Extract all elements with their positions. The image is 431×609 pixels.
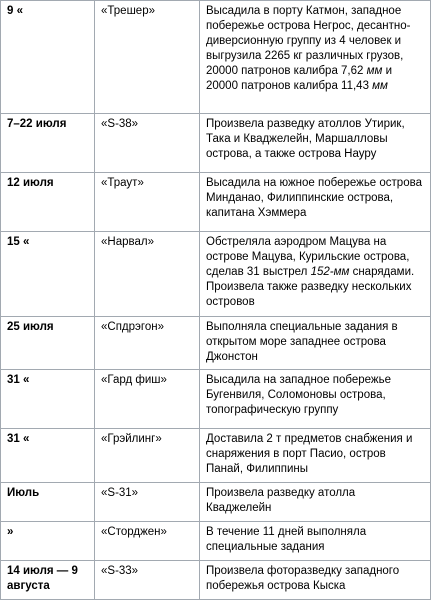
unit-text: мм xyxy=(372,80,388,92)
date-cell: » xyxy=(1,522,95,561)
description-text: снарядами. Произвела также разведку нескольких островов xyxy=(206,266,415,308)
date-cell: 12 июля xyxy=(1,173,95,232)
date-cell: 9 « xyxy=(1,1,95,114)
date-cell: Июль xyxy=(1,483,95,522)
submarine-name-cell: «Грэйлинг» xyxy=(95,429,200,483)
submarine-name-cell: «Нарвал» xyxy=(95,232,200,317)
table-row xyxy=(1,232,431,317)
date-cell: 7–22 июля xyxy=(1,114,95,173)
operation-description-cell xyxy=(200,114,431,173)
table-row xyxy=(1,429,431,483)
operation-description-cell xyxy=(200,232,431,317)
table-row xyxy=(1,114,431,173)
description-text: Доставила 2 т предметов снабжения и снаряжения в порт Пасио, остров Панай, Филиппины xyxy=(206,433,413,475)
operation-description-cell xyxy=(200,173,431,232)
description-text: Произвела разведку атоллов Утирик, Така и Кваджелейн, Маршалловы острова, а также острова Науру xyxy=(206,118,405,160)
table-row xyxy=(1,1,431,114)
description-text: Выполняла специальные задания в открытом море западнее острова Джонстон xyxy=(206,321,398,363)
submarine-name-cell: «S-38» xyxy=(95,114,200,173)
operation-description-cell xyxy=(200,317,431,370)
date-cell: 31 « xyxy=(1,370,95,429)
date-cell: 31 « xyxy=(1,429,95,483)
date-cell: 14 июля — 9 августа xyxy=(1,561,95,600)
table-row xyxy=(1,317,431,370)
operation-description-cell xyxy=(200,522,431,561)
submarine-name-cell: «S-31» xyxy=(95,483,200,522)
unit-text: 152-мм xyxy=(310,266,350,278)
submarine-name-cell: «Гард фиш» xyxy=(95,370,200,429)
table-row xyxy=(1,370,431,429)
description-text: Высадила на западное побережье Бугенвиля, Соломоновы острова, топографическую группу xyxy=(206,374,392,416)
submarine-name-cell: «Сторджен» xyxy=(95,522,200,561)
table-row xyxy=(1,483,431,522)
description-text: В течение 11 дней выполняла специальные задания xyxy=(206,526,367,553)
operation-description-cell xyxy=(200,483,431,522)
operation-description-cell xyxy=(200,370,431,429)
description-text: Произвела разведку атолла Кваджелейн xyxy=(206,487,356,514)
date-cell: 15 « xyxy=(1,232,95,317)
description-text: Произвела фоторазведку западного побережья острова Кыска xyxy=(206,565,400,592)
operation-description-cell xyxy=(200,1,431,114)
table-row xyxy=(1,522,431,561)
submarine-name-cell: «Спдрэгон» xyxy=(95,317,200,370)
operation-description-cell xyxy=(200,429,431,483)
date-cell: 25 июля xyxy=(1,317,95,370)
description-text: и 20000 патронов калибра 11,43 xyxy=(206,65,393,92)
operation-description-cell xyxy=(200,561,431,600)
table-row xyxy=(1,173,431,232)
submarine-name-cell: «Трешер» xyxy=(95,1,200,114)
description-text: Высадила на южное побережье острова Минданао, Филиппинские острова, капитана Хэммера xyxy=(206,177,422,219)
submarine-name-cell: «S-33» xyxy=(95,561,200,600)
unit-text: мм xyxy=(366,65,383,77)
submarine-name-cell: «Траут» xyxy=(95,173,200,232)
description-text: Обстреляла аэродром Мацува на острове Мацува, Курильские острова, сделав 31 выстрел xyxy=(206,236,410,278)
table-row xyxy=(1,561,431,600)
description-text: Высадила в порту Катмон, западное побережье острова Негрос, десантно-диверсионную группу из 4 человек и выгрузила 2265 кг различных грузов, 20000 патронов калибра 7,62 xyxy=(206,5,411,77)
